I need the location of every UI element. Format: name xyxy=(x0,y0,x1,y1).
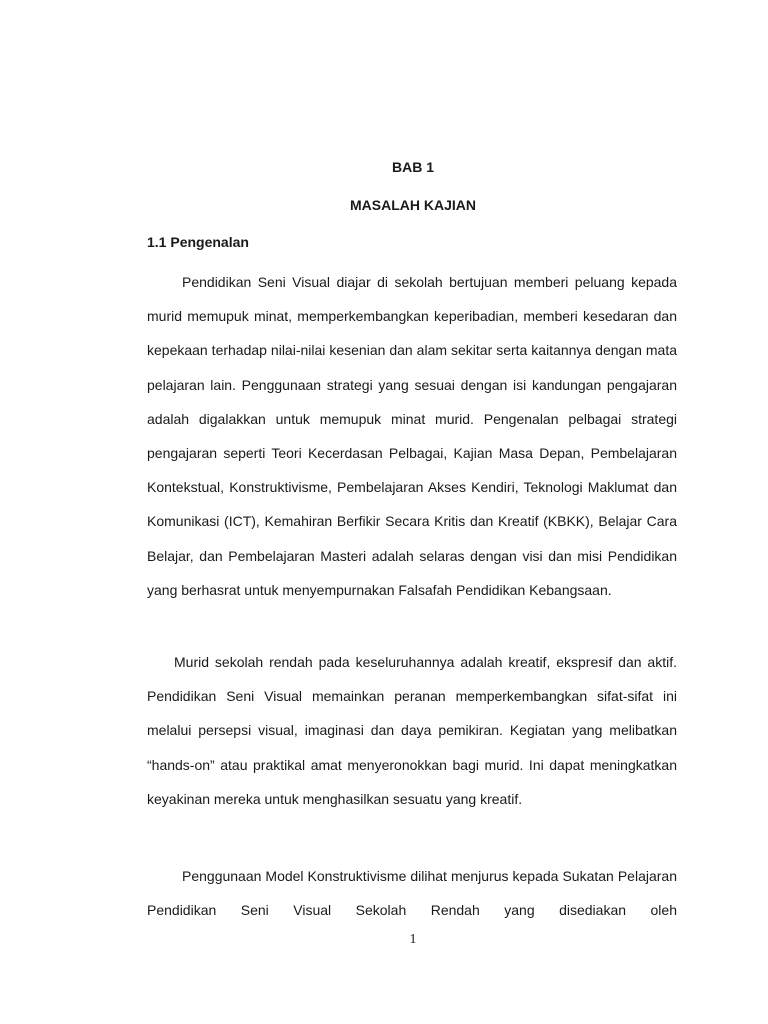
chapter-title: MASALAH KAJIAN xyxy=(350,197,476,213)
paragraph-introduction: Pendidikan Seni Visual diajar di sekolah bertujuan memberi peluang kepada murid memupuk minat, memperkembangkan keperibadian, memberi kesedaran dan kepekaan terhadap nilai-nilai kesenian dan alam sekitar serta kaitannya dengan mata pelajaran lain. Penggunaan strategi yang sesuai dengan isi kandungan pengajaran adalah digalakkan untuk memupuk minat murid. Pengenalan pelbagai strategi pengajaran seperti Teori Kecerdasan Pelbagai, Kajian Masa Depan, Pembelajaran Kontekstual, Konstruktivisme, Pembelajaran Akses Kendiri, Teknologi Maklumat dan Komunikasi (ICT), Kemahiran Berfikir Secara Kritis dan Kreatif (KBKK), Belajar Cara Belajar, dan Pembelajaran Masteri adalah selaras dengan visi dan misi Pendidikan yang berhasrat untuk menyempurnakan Falsafah Pendidikan Kebangsaan. xyxy=(147,274,677,598)
page-number: 1 xyxy=(409,932,417,947)
section-heading: 1.1 Pengenalan xyxy=(147,234,249,250)
chapter-label: BAB 1 xyxy=(391,159,434,175)
paragraph-constructivism: Penggunaan Model Konstruktivisme dilihat menjurus kepada Sukatan Pelajaran Pendidikan Seni Visual Sekolah Rendah yang disediakan oleh xyxy=(147,868,677,919)
paragraph-primary-pupils: Murid sekolah rendah pada keseluruhannya adalah kreatif, ekspresif dan aktif. Pendidikan Seni Visual memainkan peranan memperkembangkan sifat-sifat ini melalui persepsi visual, imaginasi dan daya pemikiran. Kegiatan yang melibatkan “hands-on” atau praktikal amat menyeronokkan bagi murid. Ini dapat meningkatkan keyakinan mereka untuk menghasilkan sesuatu yang kreatif. xyxy=(147,654,677,807)
